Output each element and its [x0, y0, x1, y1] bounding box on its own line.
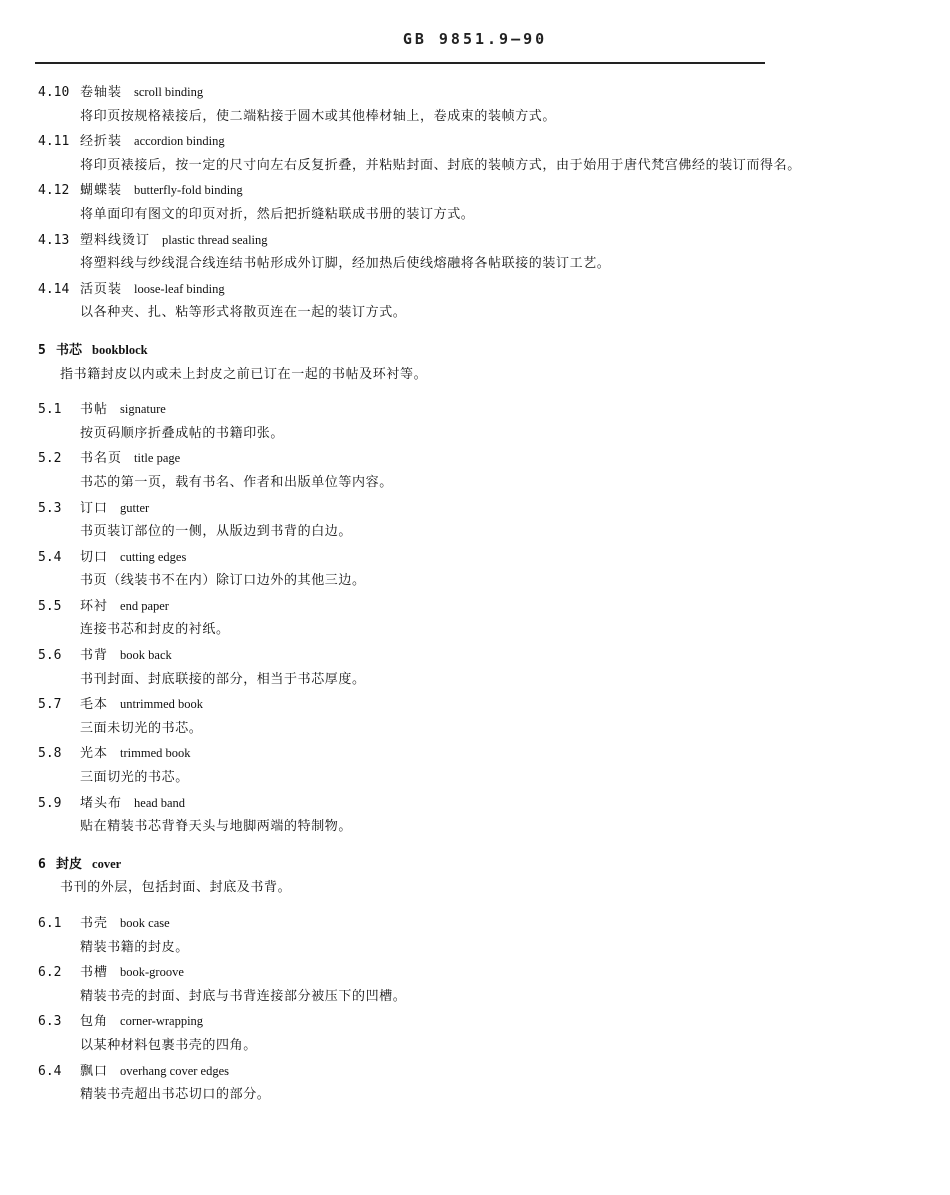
term-entry	[38, 277, 818, 326]
term-chinese: 飘口	[80, 1063, 109, 1079]
term-definition: 书刊的外层，包括封面、封底及书背。	[60, 880, 292, 896]
term-english: cover	[92, 856, 122, 871]
term-heading	[38, 446, 818, 471]
term-chinese: 切口	[80, 549, 109, 565]
term-entry	[38, 178, 818, 227]
term-heading	[38, 228, 818, 253]
term-heading	[38, 80, 818, 105]
term-entry	[38, 80, 818, 129]
term-number: 6.4	[38, 1063, 62, 1079]
term-english: book back	[120, 648, 172, 663]
term-definition: 以各种夹、扎、粘等形式将散页连在一起的装订方式。	[80, 305, 407, 321]
term-definition: 指书籍封皮以内或未上封皮之前已订在一起的书帖及环衬等。	[60, 366, 428, 382]
term-entry	[38, 741, 818, 790]
term-chinese: 书槽	[80, 965, 109, 981]
term-chinese: 塑料线烫订	[80, 232, 151, 248]
term-chinese: 活页装	[80, 281, 123, 297]
term-entry	[38, 594, 818, 643]
term-definition: 精装书籍的封皮。	[80, 939, 189, 955]
term-english: head band	[134, 795, 186, 810]
term-number: 4.11	[38, 134, 70, 150]
term-definition: 书刊封面、封底联接的部分，相当于书芯厚度。	[80, 671, 366, 687]
term-chinese: 包角	[80, 1014, 109, 1030]
term-english: title page	[134, 451, 181, 466]
term-definition: 书页（线装书不在内）除订口边外的其他三边。	[80, 573, 366, 589]
term-entry	[38, 911, 818, 960]
term-entry	[38, 1059, 818, 1108]
term-definition: 三面切光的书芯。	[80, 770, 189, 786]
term-definition: 书页装订部位的一侧，从版边到书背的白边。	[80, 524, 353, 540]
term-number: 5.3	[38, 500, 62, 516]
term-number: 5.8	[38, 746, 62, 762]
term-definition: 精装书壳超出书芯切口的部分。	[80, 1087, 271, 1103]
term-english: bookblock	[92, 342, 148, 357]
term-definition: 按页码顺序折叠成帖的书籍印张。	[80, 425, 285, 441]
term-number: 5	[38, 342, 46, 358]
term-heading	[38, 852, 818, 877]
term-heading	[38, 911, 818, 936]
term-heading	[38, 397, 818, 422]
term-number: 4.12	[38, 183, 70, 199]
standard-number-header: GB 9851.9—90	[402, 30, 548, 48]
term-chinese: 订口	[80, 500, 109, 516]
term-definition: 精装书壳的封面、封底与书背连接部分被压下的凹槽。	[80, 988, 407, 1004]
term-english: book-groove	[120, 965, 184, 980]
term-definition: 将印页裱接后，按一定的尺寸向左右反复折叠，并粘贴封面、封底的装帧方式，由于始用于唐代梵宫佛经的装订而得名。	[80, 157, 801, 173]
term-chinese: 书壳	[80, 916, 109, 931]
term-entry	[38, 960, 818, 1009]
term-entry	[38, 129, 818, 178]
term-number: 5.1	[38, 402, 62, 418]
term-number: 6.1	[38, 916, 62, 931]
term-heading	[38, 178, 818, 203]
term-chinese: 经折装	[80, 134, 123, 150]
term-number: 4.10	[38, 85, 70, 100]
term-definition: 连接书芯和封皮的衬纸。	[80, 622, 230, 638]
term-entry	[38, 397, 818, 446]
term-entry	[38, 1009, 818, 1058]
term-number: 5.7	[38, 697, 62, 713]
term-entry	[38, 228, 818, 277]
term-chinese: 封皮	[56, 856, 83, 872]
term-heading	[38, 1059, 818, 1084]
term-heading	[38, 496, 818, 521]
term-number: 5.6	[38, 648, 62, 664]
term-chinese: 书名页	[80, 451, 123, 467]
term-chinese: 书背	[80, 648, 109, 664]
term-entry	[38, 692, 818, 741]
term-english: cutting edges	[120, 549, 187, 564]
term-number: 4.13	[38, 232, 70, 248]
term-heading	[38, 643, 818, 668]
term-english: plastic thread sealing	[162, 232, 268, 247]
term-entry	[38, 791, 818, 840]
term-english: signature	[120, 402, 166, 417]
term-heading	[38, 791, 818, 816]
term-heading	[38, 1009, 818, 1034]
term-english: trimmed book	[120, 746, 191, 761]
term-number: 6	[38, 856, 46, 872]
term-number: 5.2	[38, 451, 62, 467]
term-english: untrimmed book	[120, 697, 203, 712]
term-number: 5.5	[38, 598, 62, 614]
term-definition: 将单面印有图文的印页对折，然后把折缝粘联成书册的装订方式。	[80, 206, 475, 222]
term-english: accordion binding	[134, 134, 225, 149]
term-definition: 书芯的第一页，载有书名、作者和出版单位等内容。	[80, 474, 393, 490]
term-chinese: 书帖	[80, 402, 109, 418]
term-english: gutter	[120, 500, 150, 515]
header-rule	[35, 62, 765, 64]
term-number: 5.4	[38, 549, 62, 565]
term-entry	[38, 446, 818, 495]
term-chinese: 书芯	[56, 342, 83, 358]
term-definition: 将塑料线与纱线混合线连结书帖形成外订脚，经加热后使线熔融将各帖联接的装订工艺。	[80, 256, 611, 272]
term-heading	[38, 960, 818, 985]
term-number: 6.2	[38, 965, 62, 981]
term-heading	[38, 692, 818, 717]
term-heading	[38, 594, 818, 619]
term-number: 5.9	[38, 795, 62, 811]
term-chinese: 光本	[80, 746, 109, 762]
term-definition: 贴在精装书芯背脊天头与地脚两端的特制物。	[80, 819, 353, 835]
term-entry	[38, 545, 818, 594]
section-entry	[38, 338, 818, 387]
term-english: butterfly-fold binding	[134, 183, 243, 198]
term-chinese: 堵头布	[80, 795, 123, 811]
term-definition: 三面未切光的书芯。	[80, 720, 203, 736]
term-chinese: 毛本	[80, 697, 109, 713]
term-number: 4.14	[38, 281, 70, 297]
term-entry	[38, 643, 818, 692]
term-entry	[38, 496, 818, 545]
section-entry	[38, 852, 818, 901]
term-english: end paper	[120, 598, 169, 613]
term-number: 6.3	[38, 1014, 62, 1030]
term-definition: 将印页按规格裱接后，使二端粘接于圆木或其他棒材轴上，卷成束的装帧方式。	[80, 108, 557, 124]
term-english: scroll binding	[134, 85, 204, 99]
term-definition: 以某种材料包裹书壳的四角。	[80, 1037, 257, 1053]
term-chinese: 卷轴装	[80, 85, 123, 100]
term-english: overhang cover edges	[120, 1063, 229, 1078]
term-heading	[38, 545, 818, 570]
term-english: corner-wrapping	[120, 1014, 204, 1029]
term-heading	[38, 277, 818, 302]
term-chinese: 蝴蝶装	[80, 183, 123, 199]
term-heading	[38, 741, 818, 766]
term-heading	[38, 129, 818, 154]
term-english: book case	[120, 916, 170, 930]
term-english: loose-leaf binding	[134, 281, 225, 296]
term-heading	[38, 338, 818, 363]
term-chinese: 环衬	[80, 598, 109, 614]
terms-content	[38, 80, 818, 1108]
